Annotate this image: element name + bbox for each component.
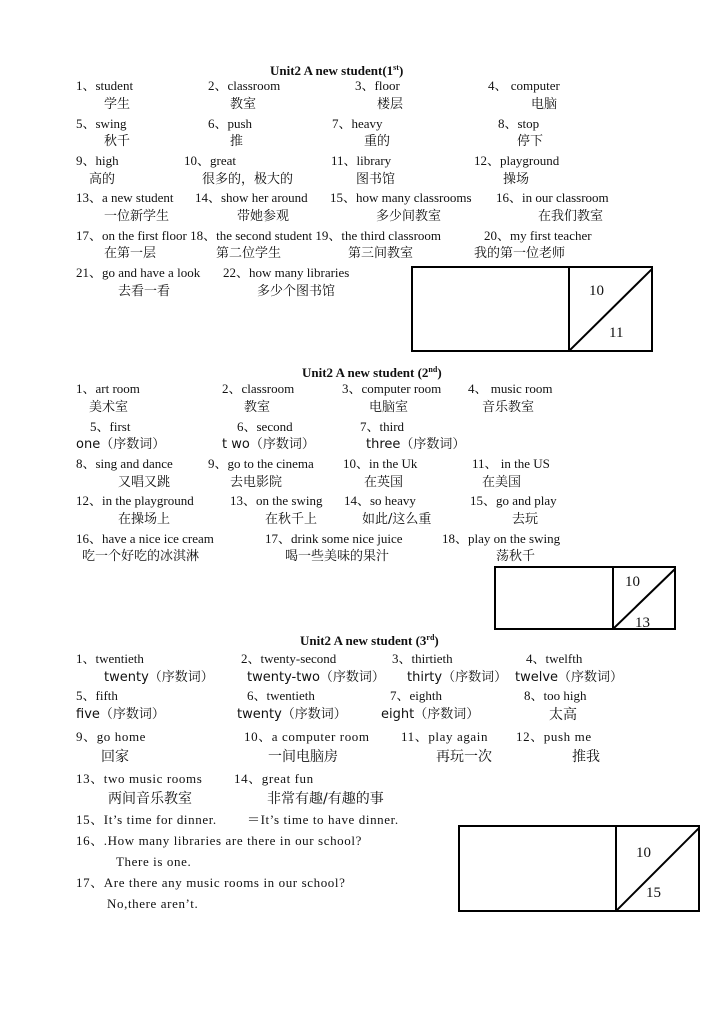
meaning-item: 教室 <box>244 400 271 415</box>
vocab-item: 20、my first teacher <box>484 228 592 243</box>
section2-title: Unit2 A new student (2nd) <box>302 365 442 380</box>
vocab-item: 2、classroom <box>208 78 281 93</box>
vocab-item: 10、great <box>184 153 236 168</box>
meaning-item: eight（序数词） <box>381 707 480 722</box>
meaning-item: 高的 <box>89 172 116 187</box>
s1-row-words <box>0 153 718 171</box>
meaning-item: 停下 <box>517 134 544 149</box>
answer-item: No,there aren’t. <box>107 896 199 911</box>
vocab-item: 16、in our classroom <box>496 190 609 205</box>
s2-row-words <box>0 381 718 399</box>
vocab-item: 7、third <box>360 419 405 434</box>
meaning-item: five（序数词） <box>76 707 165 722</box>
vocab-item: 16、have a nice ice cream <box>76 531 214 546</box>
vocab-item: 5、swing <box>76 116 127 131</box>
s2-row-meaning <box>0 400 718 418</box>
meaning-item: three（序数词） <box>366 437 466 452</box>
s3-row-meaning <box>0 707 718 725</box>
s2-row-meaning <box>0 475 718 493</box>
s1-row-meaning <box>0 246 718 264</box>
score-earned: 15 <box>646 885 661 901</box>
vocab-item: 5、fifth <box>76 688 118 703</box>
meaning-item: twenty（序数词） <box>237 707 347 722</box>
vocab-item: 7、eighth <box>390 688 442 703</box>
meaning-item: 带她参观 <box>237 209 290 224</box>
meaning-item: thirty（序数词） <box>407 670 508 685</box>
vocab-item: 2、twenty-second <box>241 651 337 666</box>
score-total: 10 <box>625 574 640 590</box>
vocab-item: 17、drink some nice juice <box>265 531 403 546</box>
vocab-item: 1、art room <box>76 381 140 396</box>
meaning-item: 第二位学生 <box>216 246 282 261</box>
meaning-item: 一间电脑房 <box>268 749 338 765</box>
s1-row-meaning <box>0 134 718 152</box>
s2-row-words <box>0 419 718 437</box>
vocab-item: 4、twelfth <box>526 651 583 666</box>
vocab-item: 3、floor <box>355 78 400 93</box>
meaning-item: 电脑 <box>531 97 558 112</box>
meaning-item: 操场 <box>503 172 530 187</box>
meaning-item: 学生 <box>104 97 131 112</box>
vocab-item: 1、student <box>76 78 134 93</box>
vocab-item: 15、how many classrooms <box>330 190 472 205</box>
vocab-item: 15、go and play <box>470 493 557 508</box>
score-box <box>494 566 676 630</box>
sentence-item: ＝It’s time to have dinner. <box>247 812 399 827</box>
vocab-item: 14、great fun <box>234 771 314 786</box>
meaning-item: 喝一些美味的果汁 <box>285 549 390 564</box>
s3-row-words <box>0 729 718 747</box>
meaning-item: twelve（序数词） <box>515 670 624 685</box>
vocab-item: 21、go and have a look <box>76 265 201 280</box>
meaning-item: 吃一个好吃的冰淇淋 <box>82 549 200 564</box>
score-box <box>458 825 700 912</box>
score-earned: 13 <box>635 615 650 630</box>
s2-row-words <box>0 531 718 549</box>
meaning-item: 在第一层 <box>104 246 157 261</box>
vocab-item: 13、a new student <box>76 190 174 205</box>
meaning-item: 电脑室 <box>369 400 409 415</box>
vocab-item: 2、classroom <box>222 381 295 396</box>
meaning-item: 在秋千上 <box>265 512 318 527</box>
meaning-item: t wo（序数词） <box>222 437 315 452</box>
meaning-item: 楼层 <box>377 97 404 112</box>
vocab-item: 9、go home <box>76 729 147 744</box>
vocab-item: 11、library <box>331 153 392 168</box>
meaning-item: 教室 <box>230 97 257 112</box>
meaning-item: 我的第一位老师 <box>474 246 566 261</box>
s2-row-meaning <box>0 512 718 530</box>
vocab-item: 11、play again <box>401 729 489 744</box>
vocab-item: 11、 in the US <box>472 456 550 471</box>
answer-item: There is one. <box>116 854 192 869</box>
s3-row-words <box>0 651 718 669</box>
meaning-item: twenty-two（序数词） <box>247 670 385 685</box>
meaning-item: 推我 <box>572 749 600 765</box>
meaning-item: 第三间教室 <box>348 246 414 261</box>
section1-title: Unit2 A new student(1st) <box>270 63 404 78</box>
vocab-item: 9、high <box>76 153 119 168</box>
s1-row-meaning <box>0 209 718 227</box>
vocab-item: 14、show her around <box>195 190 308 205</box>
vocab-item: 1、twentieth <box>76 651 144 666</box>
vocab-item: 6、twentieth <box>247 688 315 703</box>
vocab-item: 13、two music rooms <box>76 771 203 786</box>
vocab-item: 7、heavy <box>332 116 383 131</box>
vocab-item: 6、second <box>237 419 293 434</box>
s1-row-words <box>0 78 718 96</box>
vocab-item: 9、go to the cinema <box>208 456 314 471</box>
s3-row-words <box>0 688 718 706</box>
s1-row-words <box>0 190 718 208</box>
meaning-item: twenty（序数词） <box>104 670 214 685</box>
vocab-item: 13、on the swing <box>230 493 323 508</box>
vocab-item: 5、first <box>90 419 131 434</box>
score-total: 10 <box>589 283 604 299</box>
vocab-item: 10、a computer room <box>244 729 370 744</box>
meaning-item: 非常有趣/有趣的事 <box>267 791 384 807</box>
meaning-item: 两间音乐教室 <box>108 791 192 807</box>
vocab-item: 3、computer room <box>342 381 442 396</box>
vocab-item: 6、push <box>208 116 253 131</box>
s2-row-words <box>0 493 718 511</box>
vocab-item: 4、 music room <box>468 381 553 396</box>
vocab-item: 17、on the first floor 18、the second student 19、the third classroom <box>76 228 442 243</box>
vocab-item: 12、playground <box>474 153 560 168</box>
vocab-item: 8、too high <box>524 688 587 703</box>
meaning-item: 一位新学生 <box>104 209 170 224</box>
vocab-item: 8、sing and dance <box>76 456 173 471</box>
s1-row-words <box>0 228 718 246</box>
meaning-item: 音乐教室 <box>482 400 535 415</box>
sentence-item: 15、It’s time for dinner. <box>76 812 217 827</box>
vocab-item: 12、in the playground <box>76 493 194 508</box>
meaning-item: 多少个图书馆 <box>257 284 336 299</box>
meaning-item: 美术室 <box>89 400 129 415</box>
question-item: 17、Are there any music rooms in our school? <box>76 875 346 890</box>
score-earned: 11 <box>609 325 624 341</box>
meaning-item: 去看一看 <box>118 284 171 299</box>
s1-row-meaning <box>0 172 718 190</box>
vocab-item: 22、how many libraries <box>223 265 350 280</box>
vocab-item: 12、push me <box>516 729 592 744</box>
meaning-item: 在英国 <box>364 475 404 490</box>
meaning-item: 在操场上 <box>118 512 171 527</box>
s1-row-words <box>0 116 718 134</box>
vocab-item: 18、play on the swing <box>442 531 561 546</box>
meaning-item: 太高 <box>549 707 577 723</box>
meaning-item: 在我们教室 <box>538 209 604 224</box>
s3-row-words <box>0 771 718 789</box>
vocab-item: 10、in the Uk <box>343 456 418 471</box>
meaning-item: 秋千 <box>104 134 131 149</box>
score-box <box>411 266 653 352</box>
meaning-item: 图书馆 <box>356 172 396 187</box>
s1-row-meaning <box>0 97 718 115</box>
meaning-item: 再玩一次 <box>436 749 492 765</box>
s2-row-meaning <box>0 549 718 567</box>
vocab-item: 3、thirtieth <box>392 651 453 666</box>
vocab-item: 14、so heavy <box>344 493 416 508</box>
s2-row-words <box>0 456 718 474</box>
s3-row-meaning <box>0 791 718 809</box>
meaning-item: 多少间教室 <box>376 209 442 224</box>
meaning-item: 很多的，极大的 <box>202 172 294 187</box>
meaning-item: 推 <box>230 134 244 149</box>
meaning-item: 去电影院 <box>230 475 283 490</box>
meaning-item: 去玩 <box>512 512 539 527</box>
score-total: 10 <box>636 845 651 861</box>
meaning-item: 在美国 <box>482 475 522 490</box>
vocab-item: 4、 computer <box>488 78 560 93</box>
meaning-item: 回家 <box>101 749 129 765</box>
meaning-item: 又唱又跳 <box>118 475 171 490</box>
question-item: 16、.How many libraries are there in our school? <box>76 833 362 848</box>
s2-row-meaning <box>0 437 718 455</box>
s3-row-meaning <box>0 749 718 767</box>
section3-title: Unit2 A new student (3rd) <box>300 633 439 648</box>
meaning-item: one（序数词） <box>76 437 166 452</box>
meaning-item: 如此/这么重 <box>362 512 432 527</box>
vocab-item: 8、stop <box>498 116 540 131</box>
meaning-item: 重的 <box>364 134 391 149</box>
meaning-item: 荡秋千 <box>496 549 536 564</box>
s3-row-meaning <box>0 670 718 688</box>
